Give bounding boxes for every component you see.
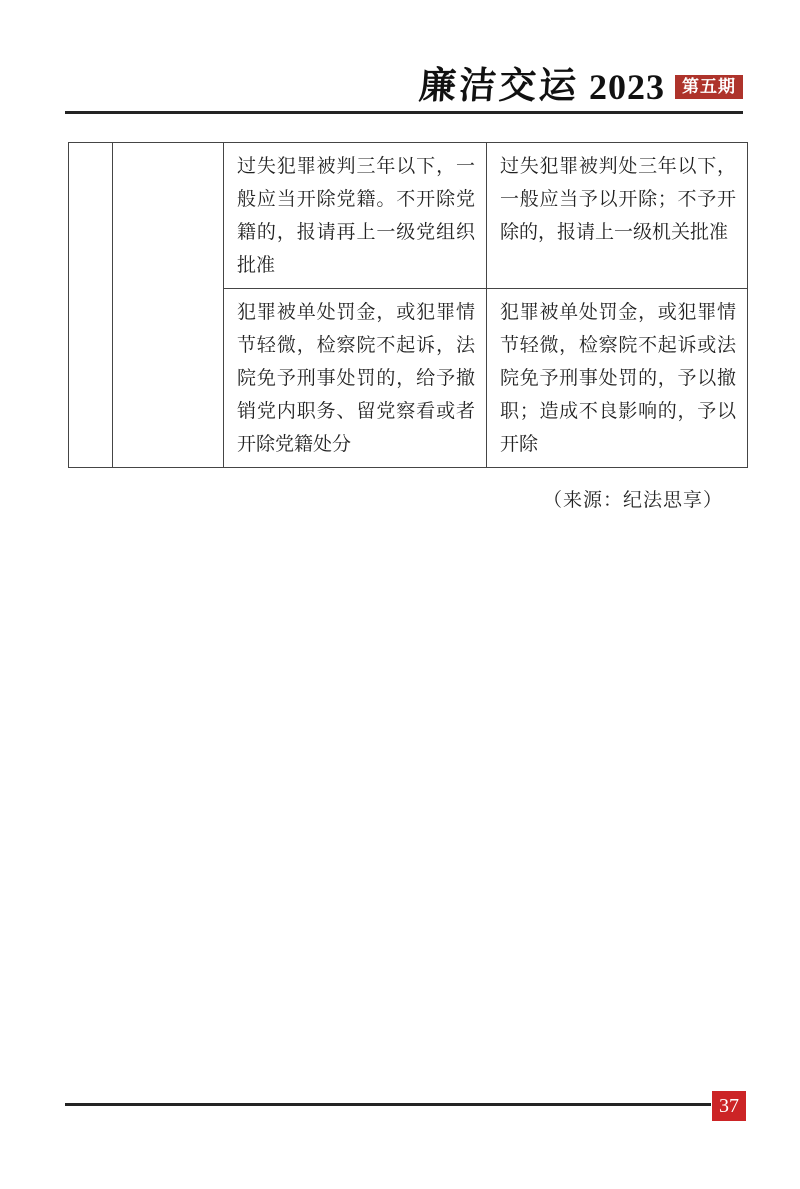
- table-cell-party-rule: 过失犯罪被判三年以下，一般应当开除党籍。不开除党籍的，报请再上一级党组织批准: [224, 143, 487, 289]
- source-attribution: （来源：纪法思享）: [542, 490, 723, 511]
- table-cell-gov-rule: 过失犯罪被判处三年以下，一般应当予以开除；不予开除的，报请上一级机关批准: [487, 143, 748, 289]
- table-cell-party-rule: 犯罪被单处罚金，或犯罪情节轻微，检察院不起诉，法院免予刑事处罚的，给予撤销党内职务、留党察看或者开除党籍处分: [224, 289, 487, 468]
- page-number-badge: 37: [712, 1091, 746, 1121]
- table-cell-gov-rule: 犯罪被单处罚金，或犯罪情节轻微，检察院不起诉或法院免予刑事处罚的，予以撤职；造成不良影响的，予以开除: [487, 289, 748, 468]
- table-cell-stub-2: [113, 143, 224, 468]
- masthead-title: 廉洁交运: [417, 66, 581, 107]
- footer-rule: [65, 1103, 711, 1106]
- table-row: [69, 143, 748, 289]
- masthead-year: 2023: [589, 66, 665, 107]
- header-rule: [65, 111, 743, 114]
- table-cell-stub-1: [69, 143, 113, 468]
- issue-badge: 第五期: [675, 75, 743, 99]
- masthead: [419, 68, 743, 105]
- discipline-comparison-table: [68, 142, 748, 468]
